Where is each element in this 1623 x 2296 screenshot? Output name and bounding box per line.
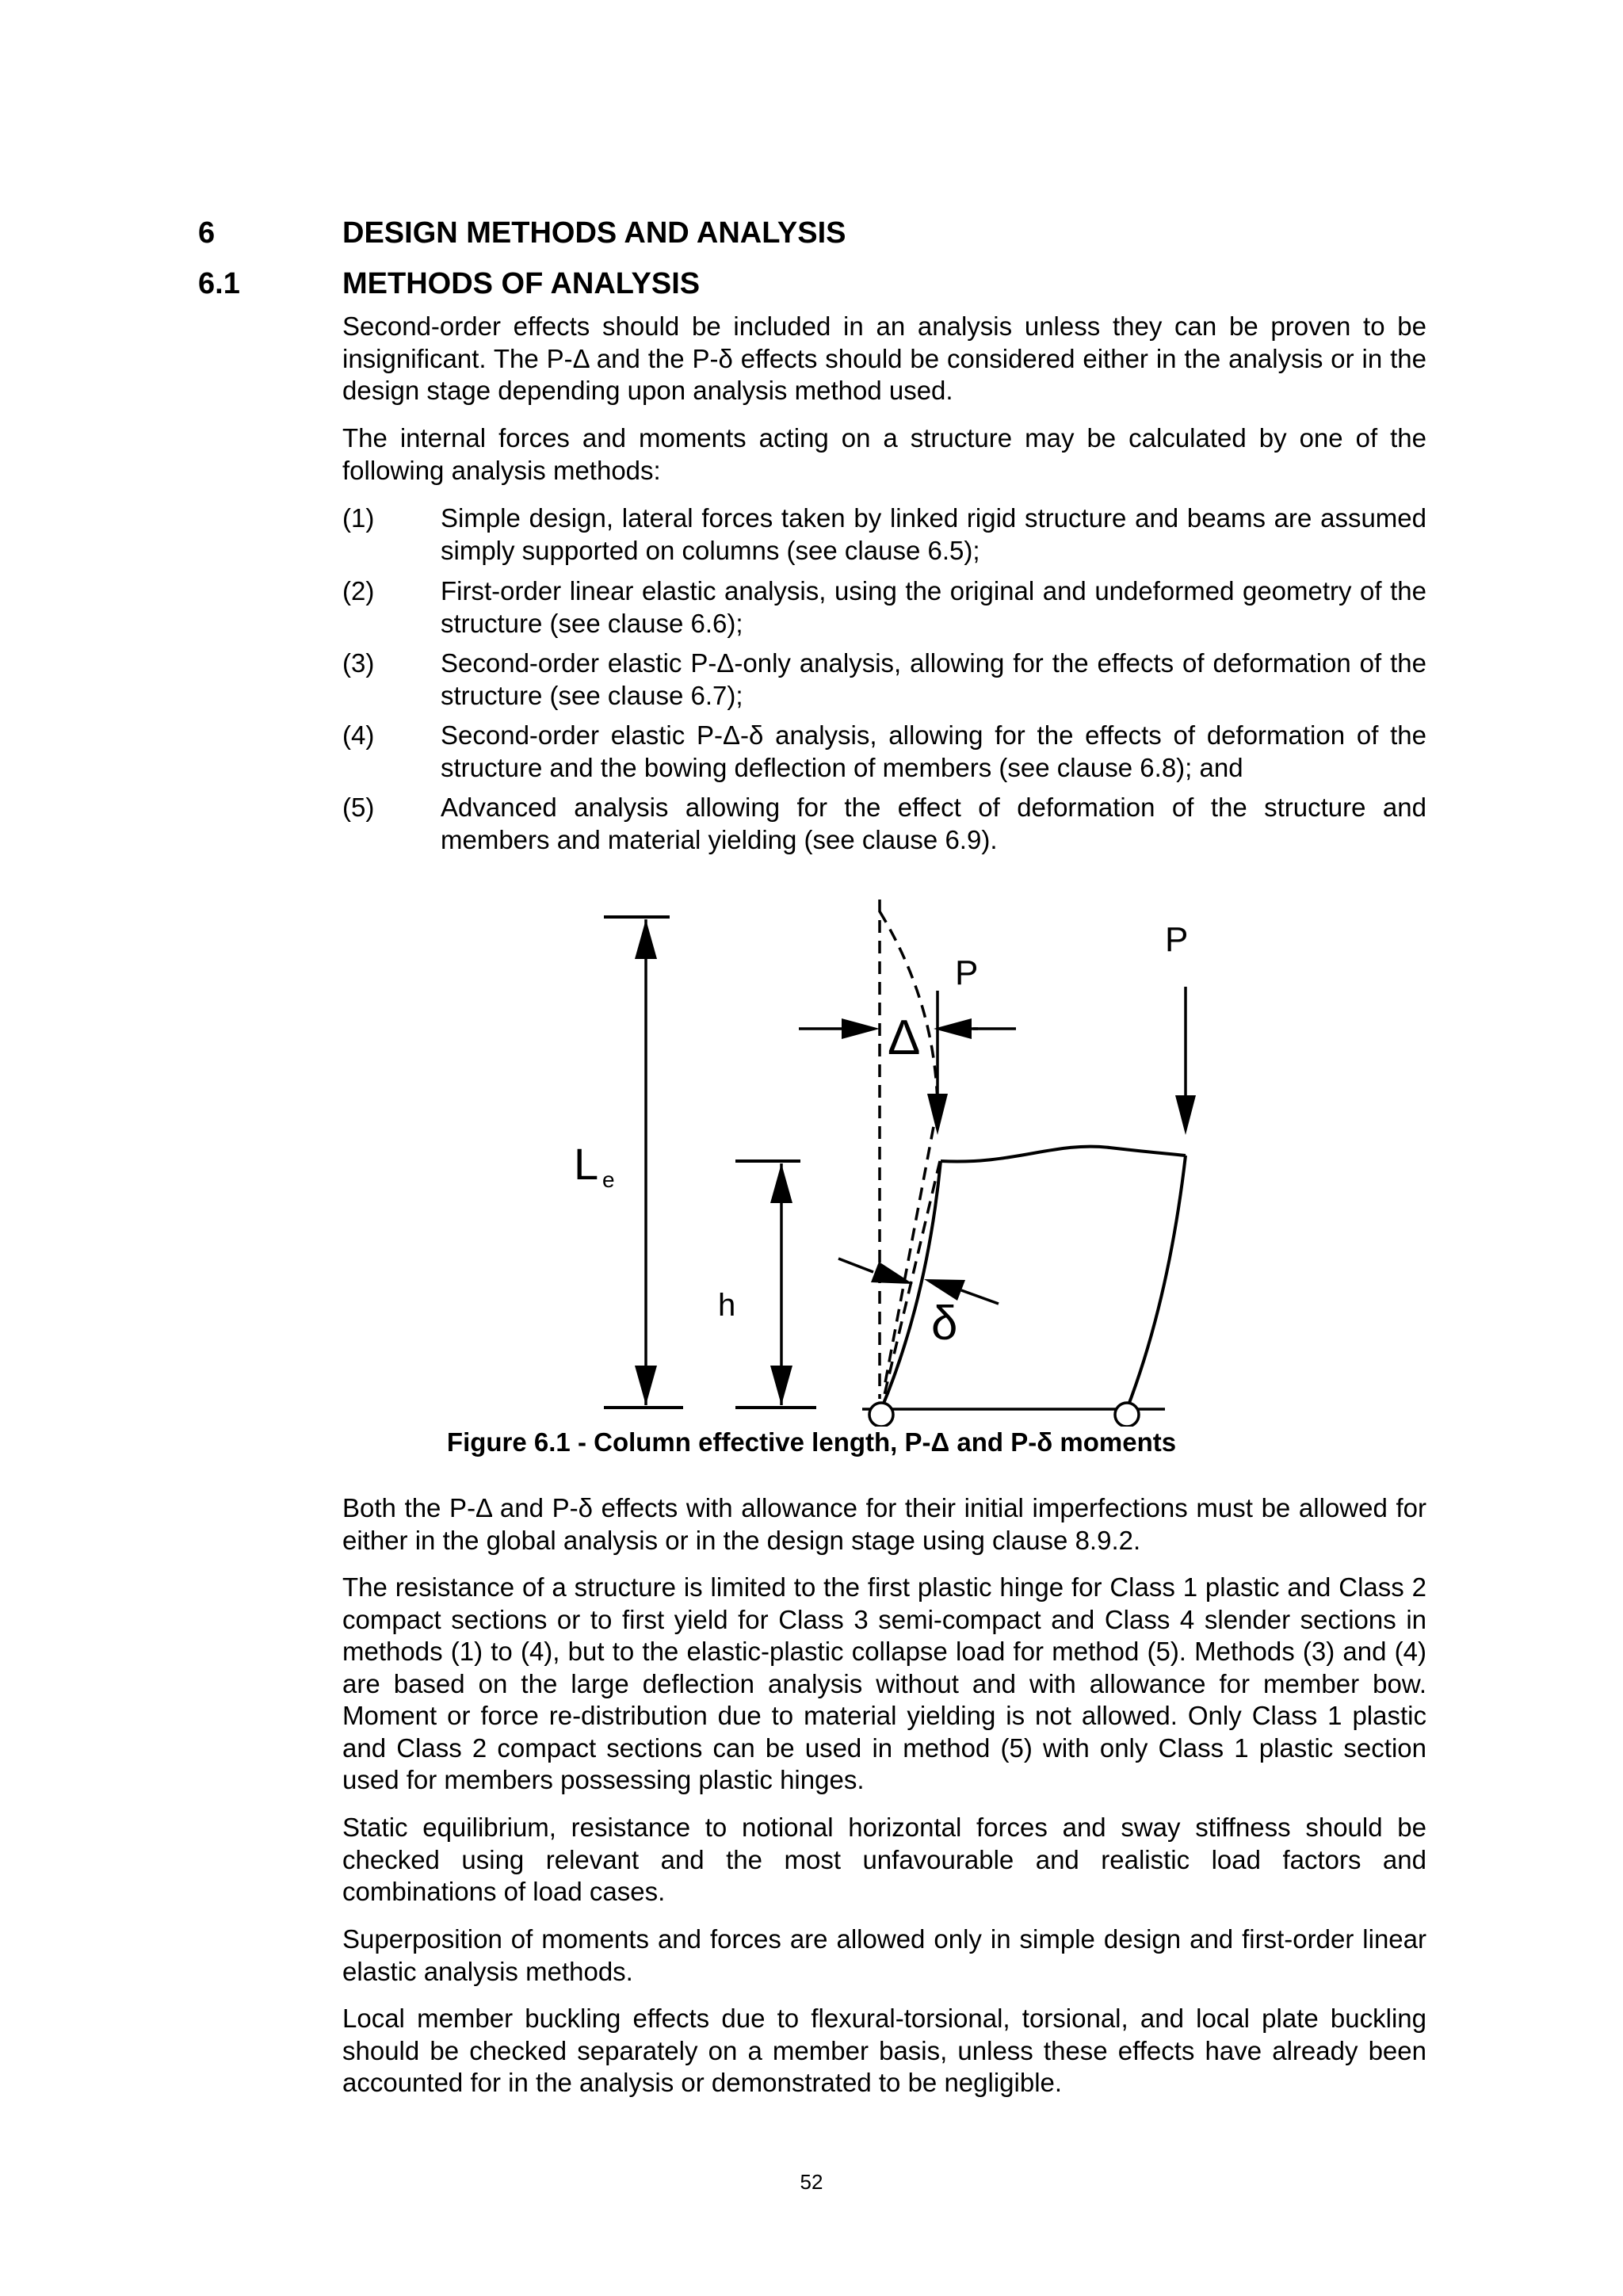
figure-caption: Figure 6.1 - Column effective length, P-Δ and P-δ moments — [446, 1427, 1177, 1457]
le-label: L — [574, 1139, 599, 1189]
list-item-label: (4) — [342, 720, 375, 750]
load-label-left: P — [955, 953, 979, 992]
le-dimension — [604, 917, 683, 1408]
body-paragraph: Local member buckling effects due to flexural-torsional, torsional, and local plate buckling should be checked separately on a member basis, unless these effects have already been accounted for in the analysis or demonstrated to be negligible. — [342, 2004, 1426, 2097]
list-item-text: Second-order elastic P-Δ-δ analysis, allowing for the effects of deformation of the structure and the bowing deflection of members (see clause 6.8); and — [441, 720, 1426, 782]
intro-paragraph: The internal forces and moments acting on a structure may be calculated by one of the following analysis methods: — [342, 423, 1426, 485]
list-item-text: Advanced analysis allowing for the effect of deformation of the structure and members and material yielding (see clause 6.9). — [441, 793, 1426, 854]
list-item-text: Second-order elastic P-Δ-only analysis, allowing for the effects of deformation of the structure (see clause 6.7); — [441, 648, 1426, 710]
subsection-number: 6.1 — [198, 267, 240, 300]
delta-small-label: δ — [931, 1297, 958, 1350]
section-title: DESIGN METHODS AND ANALYSIS — [342, 216, 846, 250]
h-dimension — [735, 1161, 816, 1408]
le-subscript: e — [602, 1167, 615, 1192]
left-pin-support — [869, 1403, 893, 1427]
body-paragraph: Static equilibrium, resistance to notional horizontal forces and sway stiffness should be checked using relevant and the most unfavourable and realistic load factors and combinations of load cases. — [342, 1813, 1426, 1906]
subsection-title: METHODS OF ANALYSIS — [342, 267, 701, 300]
page-number: 52 — [800, 2170, 823, 2194]
list-item-label: (5) — [342, 793, 375, 822]
list-item-label: (1) — [342, 503, 375, 533]
body-paragraph: The resistance of a structure is limited to the first plastic hinge for Class 1 plastic and Class 2 compact sections or to first yield for Class 3 semi-compact and Class 4 slender sections in methods (1) to (4), but to the elastic-plastic collapse load for method (5). Methods (3) and (4) are based on the large deflection analysis without and with allowance for member bow. Moment or force re-distribution due to material yielding is not allowed. Only Class 1 plastic and Class 2 compact sections can be used in method (5) with only Class 1 plastic section used for members possessing plastic hinges. — [342, 1572, 1426, 1794]
list-item-text: Simple design, lateral forces taken by linked rigid structure and beams are assumed simply supported on columns (see clause 6.5); — [441, 503, 1426, 565]
delta-big-label: Δ — [888, 1010, 921, 1065]
right-pin-support — [1115, 1403, 1139, 1427]
deflected-shape-curve — [880, 911, 938, 1387]
body-paragraph: Superposition of moments and forces are allowed only in simple design and first-order linear elastic analysis methods. — [342, 1924, 1426, 1986]
list-item-text: First-order linear elastic analysis, using the original and undeformed geometry of the structure (see clause 6.6); — [441, 576, 1426, 638]
h-label: h — [718, 1288, 736, 1323]
right-column-deformed — [1127, 1156, 1186, 1409]
body-paragraph: Both the P-Δ and P-δ effects with allowance for their initial imperfections must be allowed for either in the global analysis or in the design stage using clause 8.9.2. — [342, 1493, 1426, 1555]
list-item-label: (2) — [342, 576, 375, 606]
intro-paragraph: Second-order effects should be included in an analysis unless they can be proven to be insignificant. The P-Δ and the P-δ effects should be considered either in the analysis or in the design stage depending upon analysis method used. — [342, 311, 1426, 405]
list-item-label: (3) — [342, 648, 375, 678]
beam-deformed — [941, 1147, 1186, 1162]
load-label-right: P — [1165, 920, 1189, 959]
section-number: 6 — [198, 216, 216, 250]
